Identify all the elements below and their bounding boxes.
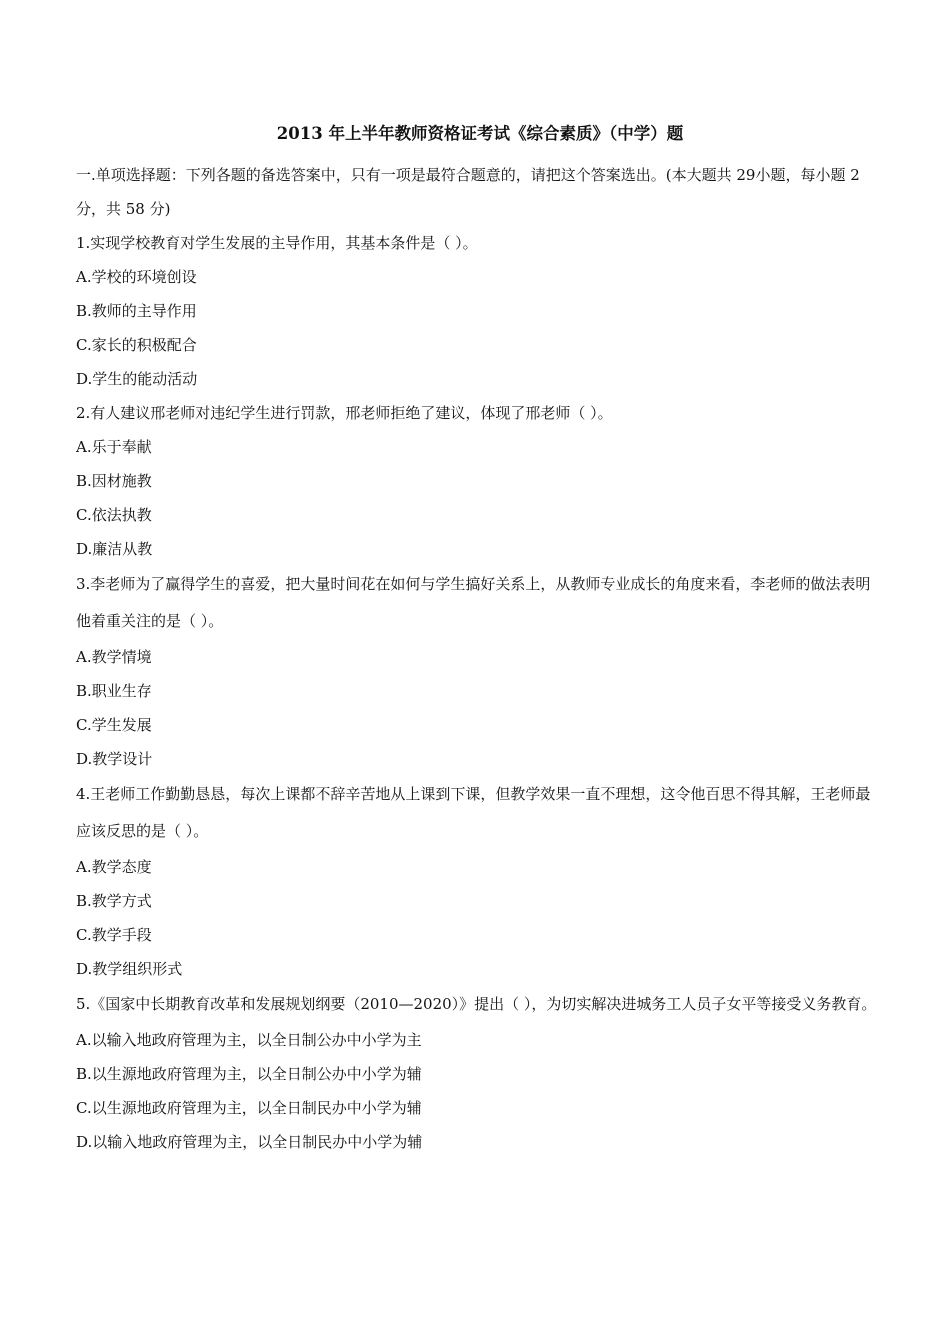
question-stem: 2.有人建议邢老师对违纪学生进行罚款，邢老师拒绝了建议，体现了邢老师（ ）。 [76, 404, 613, 422]
option-b: B.教师的主导作用 [76, 302, 197, 320]
document-page [76, 120, 884, 1159]
option-c: C.学生发展 [76, 716, 152, 734]
option-d: D.教学设计 [76, 750, 153, 768]
option-a: A.教学情境 [76, 648, 152, 666]
option-d: D.学生的能动活动 [76, 370, 198, 388]
option-c: C.依法执教 [76, 506, 152, 524]
question-4 [76, 776, 884, 986]
option-c: C.教学手段 [76, 926, 152, 944]
question-stem: 1.实现学校教育对学生发展的主导作用，其基本条件是（ ）。 [76, 234, 478, 252]
option-a: A.以输入地政府管理为主，以全日制公办中小学为主 [76, 1031, 422, 1049]
question-2 [76, 396, 884, 566]
document-title: 2013 年上半年教师资格证考试《综合素质》（中学）题 [276, 124, 684, 143]
option-b: B.职业生存 [76, 682, 152, 700]
option-a: A.乐于奉献 [76, 438, 152, 456]
option-d: D.廉洁从教 [76, 540, 153, 558]
option-c: C.家长的积极配合 [76, 336, 197, 354]
question-5 [76, 986, 884, 1159]
question-stem: 4.王老师工作勤勤恳恳，每次上课都不辞辛苦地从上课到下课，但教学效果一直不理想，这令他百思不得其解，王老师最应该反思的是（ ）。 [76, 785, 871, 840]
option-a: A.教学态度 [76, 858, 152, 876]
option-d: D.教学组织形式 [76, 960, 183, 978]
question-stem: 3.李老师为了赢得学生的喜爱，把大量时间花在如何与学生搞好关系上，从教师专业成长的角度来看，李老师的做法表明他着重关注的是（ ）。 [76, 575, 871, 630]
option-b: B.因材施教 [76, 472, 152, 490]
option-d: D.以输入地政府管理为主，以全日制民办中小学为辅 [76, 1133, 423, 1151]
option-a: A.学校的环境创设 [76, 268, 197, 286]
question-3 [76, 566, 884, 776]
question-1 [76, 226, 884, 396]
option-b: B.教学方式 [76, 892, 152, 910]
option-c: C.以生源地政府管理为主，以全日制民办中小学为辅 [76, 1099, 422, 1117]
section-intro: 一.单项选择题：下列各题的备选答案中，只有一项是最符合题意的，请把这个答案选出。(本大题共 29小题，每小题 2 分，共 58 分) [76, 166, 860, 218]
question-stem: 5.《国家中长期教育改革和发展规划纲要（2010—2020）》提出（ ），为切实解决进城务工人员子女平等接受义务教育。 [76, 995, 877, 1013]
option-b: B.以生源地政府管理为主，以全日制公办中小学为辅 [76, 1065, 422, 1083]
